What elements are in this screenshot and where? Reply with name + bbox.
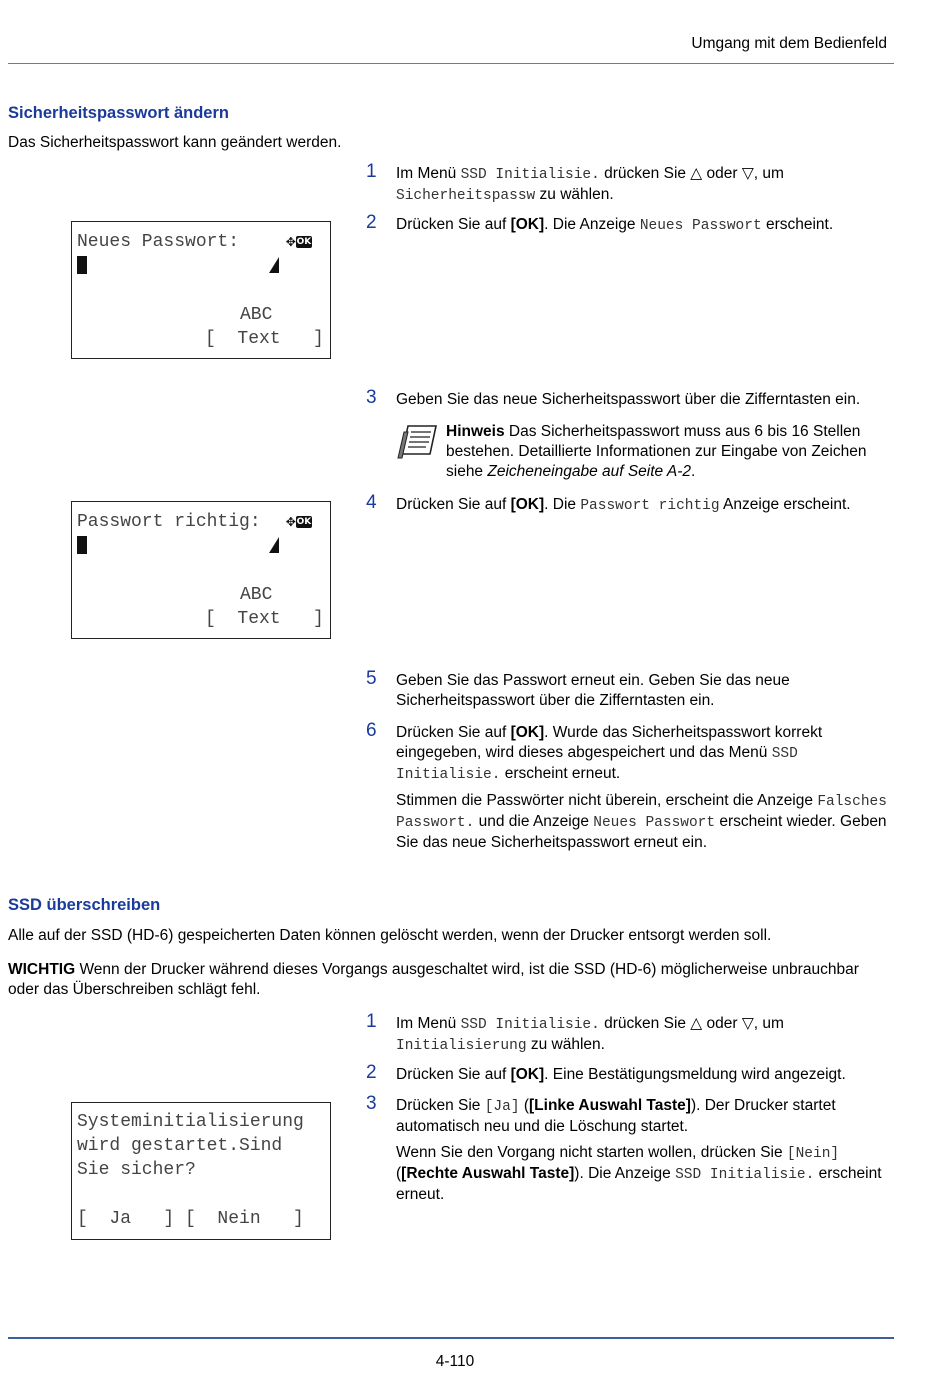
input-mode: ABC [240,305,273,325]
step-number: 1 [366,161,377,182]
softkey-text: [ Text ] [205,329,324,349]
page-number: 4-110 [435,1353,475,1370]
step-number: 2 [366,1062,377,1083]
step-number: 4 [366,492,377,513]
step-number: 1 [366,1011,377,1032]
hint-link: Zeicheneingabe auf Seite A-2 [487,463,692,480]
input-triangle-icon [269,537,279,553]
lcd-line-3: Sie sicher? [77,1160,196,1180]
softkey-row: [ Ja ] [ Nein ] [77,1209,304,1229]
footer-rule [8,1337,894,1339]
softkey-text: [ Text ] [205,609,324,629]
lcd-confirm-password [71,501,331,639]
lcd-line-1: Systeminitialisierung [77,1112,304,1132]
lcd-system-init-confirm [71,1102,331,1240]
step-5: 5 Geben Sie das Passwort erneut ein. Geben Sie das neue Sicherheitspasswort über die Zifferntasten ein. [366,668,790,709]
text-cursor [77,536,87,554]
input-triangle-icon [269,257,279,273]
step-number: 6 [366,720,377,741]
text-cursor [77,256,87,274]
lcd-new-password [71,221,331,359]
lcd-title: Neues Passwort: [77,232,240,252]
lcd-line-2: wird gestartet.Sind [77,1136,283,1156]
step-6: 6 Drücken Sie auf [OK]. Wurde das Sicherheitspasswort korrekt eingegeben, wird dieses abgespeichert und das Menü SSD Initialisie. erscheint erneut. Stimmen die Passwörter nicht überein, erscheint die Anzeige Falsches Passwort. und die Anzeige Neues Passwort erscheint wieder. Geben Sie das neue Sicherheitspasswort erneut ein. [366,720,887,851]
header-rule [8,63,894,64]
ok-icon: OK [296,517,312,527]
step-1: 1 Im Menü SSD Initialisie. drücken Sie △ oder ▽, um Sicherheitspassw zu wählen. [366,161,784,204]
input-mode: ABC [240,585,273,605]
warning-note: WICHTIG Wenn der Drucker während dieses Vorgangs ausgeschaltet wird, ist die SSD (HD-6) möglicherweise unbrauchbar oder das Überschreiben schlägt fehl. [8,961,859,998]
step-number: 2 [366,212,377,233]
step-1: 1 Im Menü SSD Initialisie. drücken Sie △ oder ▽, um Initialisierung zu wählen. [366,1011,784,1054]
running-header: Umgang mit dem Bedienfeld [691,35,887,52]
lcd-title: Passwort richtig: [77,512,261,532]
section-intro-ssd: Alle auf der SSD (HD-6) gespeicherten Daten können gelöscht werden, wenn der Drucker entsorgt werden soll. [8,927,772,944]
step-2: 2 Drücken Sie auf [OK]. Die Anzeige Neues Passwort erscheint. [366,212,834,234]
section-heading-password: Sicherheitspasswort ändern [8,104,229,122]
warning-label: WICHTIG [8,961,76,978]
step-number: 3 [366,1093,377,1114]
step-2: 2 Drücken Sie auf [OK]. Eine Bestätigungsmeldung wird angezeigt. [366,1062,846,1083]
step-number: 5 [366,668,377,689]
step-3: 3 Geben Sie das neue Sicherheitspasswort über die Zifferntasten ein. [366,387,861,408]
navigation-icon: ✥OK [286,513,312,531]
hint-label: Hinweis [446,423,505,440]
hint-note: Hinweis Das Sicherheitspasswort muss aus 6 bis 16 Stellen bestehen. Detaillierte Informationen zur Eingabe von Zeichen siehe Zeicheneingabe auf Seite A-2. [396,422,896,482]
section-intro-password: Das Sicherheitspasswort kann geändert werden. [8,134,342,151]
step-number: 3 [366,387,377,408]
note-icon [396,422,438,460]
navigation-icon: ✥OK [286,233,312,251]
step-4: 4 Drücken Sie auf [OK]. Die Passwort richtig Anzeige erscheint. [366,492,851,514]
ok-icon: OK [296,237,312,247]
step-3: 3 Drücken Sie [Ja] ([Linke Auswahl Taste]). Der Drucker startet automatisch neu und die Löschung startet. Wenn Sie den Vorgang nicht starten wollen, drücken Sie [Nein] ([Rechte Auswahl Taste]). Die Anzeige SSD Initialisie. erscheint erneut. [366,1093,882,1203]
section-heading-ssd: SSD überschreiben [8,896,161,914]
